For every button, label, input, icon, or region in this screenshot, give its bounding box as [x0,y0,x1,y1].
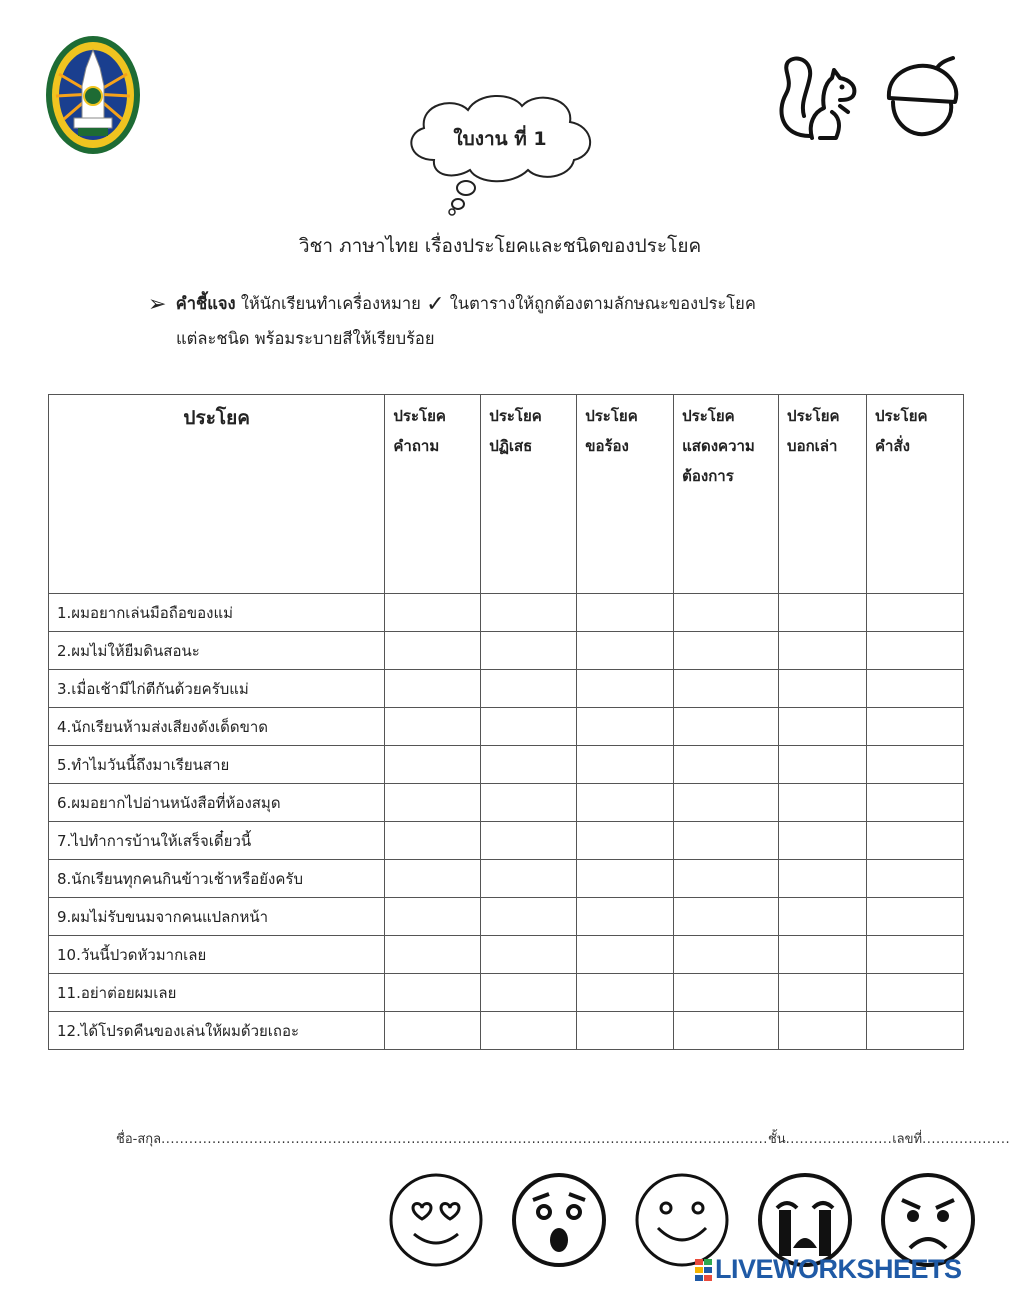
answer-checkbox-cell[interactable] [867,746,964,784]
sentence-cell: 4.นักเรียนห้ามส่งเสียงดังเด็ดขาด [49,708,385,746]
answer-checkbox-cell[interactable] [481,974,577,1012]
answer-checkbox-cell[interactable] [867,784,964,822]
answer-checkbox-cell[interactable] [481,936,577,974]
answer-checkbox-cell[interactable] [481,784,577,822]
answer-checkbox-cell[interactable] [674,784,779,822]
answer-checkbox-cell[interactable] [674,936,779,974]
answer-checkbox-cell[interactable] [385,860,481,898]
answer-checkbox-cell[interactable] [779,1012,867,1050]
instructions [148,287,868,356]
table-row [49,974,964,1012]
table-row [49,898,964,936]
column-header-type: ประโยค คำสั่ง [867,395,964,594]
answer-checkbox-cell[interactable] [674,594,779,632]
heart-eyes-face-icon[interactable] [388,1172,484,1268]
table-row [49,670,964,708]
answer-checkbox-cell[interactable] [385,708,481,746]
answer-checkbox-cell[interactable] [577,860,674,898]
answer-checkbox-cell[interactable] [674,974,779,1012]
liveworksheets-logo-icon [695,1259,713,1281]
answer-checkbox-cell[interactable] [385,822,481,860]
answer-checkbox-cell[interactable] [779,746,867,784]
name-label: ชื่อ-สกุล [116,1132,162,1147]
sentence-cell: 1.ผมอยากเล่นมือถือของแม่ [49,594,385,632]
answer-checkbox-cell[interactable] [867,632,964,670]
surprised-face-icon[interactable] [511,1172,607,1268]
answer-checkbox-cell[interactable] [867,822,964,860]
answer-checkbox-cell[interactable] [481,822,577,860]
number-label: เลขที่ [892,1132,923,1147]
answer-checkbox-cell[interactable] [577,746,674,784]
table-header-row [49,395,964,594]
answer-checkbox-cell[interactable] [779,898,867,936]
answer-checkbox-cell[interactable] [385,632,481,670]
answer-checkbox-cell[interactable] [674,746,779,784]
sentence-cell: 11.อย่าต่อยผมเลย [49,974,385,1012]
answer-checkbox-cell[interactable] [481,632,577,670]
answer-checkbox-cell[interactable] [577,632,674,670]
answer-checkbox-cell[interactable] [385,746,481,784]
brand-name: LIVEWORKSHEETS [715,1254,962,1284]
table-row [49,594,964,632]
answer-checkbox-cell[interactable] [867,860,964,898]
worksheet-title: ใบงาน ที่ 1 [453,128,547,150]
answer-checkbox-cell[interactable] [674,632,779,670]
answer-checkbox-cell[interactable] [779,784,867,822]
column-header-type: ประโยค คำถาม [385,395,481,594]
sentence-cell: 10.วันนี้ปวดหัวมากเลย [49,936,385,974]
squirrel-icon [772,54,862,144]
column-header-type: ประโยค ปฏิเสธ [481,395,577,594]
instructions-text-before: ให้นักเรียนทำเครื่องหมาย [240,294,421,313]
university-seal-icon [44,34,142,156]
sentence-cell: 5.ทำไมวันนี้ถึงมาเรียนสาย [49,746,385,784]
table-row [49,708,964,746]
answer-checkbox-cell[interactable] [674,670,779,708]
sentence-cell: 2.ผมไม่ให้ยืมดินสอนะ [49,632,385,670]
instructions-label: คำชี้แจง [175,294,236,313]
answer-checkbox-cell[interactable] [779,936,867,974]
answer-checkbox-cell[interactable] [481,708,577,746]
column-header-type: ประโยค แสดงความ ต้องการ [674,395,779,594]
arrow-bullet-icon: ➢ [148,292,167,317]
answer-checkbox-cell[interactable] [674,898,779,936]
answer-checkbox-cell[interactable] [481,1012,577,1050]
answer-checkbox-cell[interactable] [867,974,964,1012]
column-header-type: ประโยค ขอร้อง [577,395,674,594]
answer-checkbox-cell[interactable] [867,936,964,974]
table-row [49,860,964,898]
column-header-type: ประโยค บอกเล่า [779,395,867,594]
acorn-icon [881,54,965,144]
sentence-cell: 9.ผมไม่รับขนมจากคนแปลกหน้า [49,898,385,936]
instructions-text-after: ในตารางให้ถูกต้องตามลักษณะของประโยค [449,294,756,313]
answer-checkbox-cell[interactable] [779,822,867,860]
answer-checkbox-cell[interactable] [779,632,867,670]
answer-checkbox-cell[interactable] [779,670,867,708]
answer-checkbox-cell[interactable] [779,860,867,898]
class-label: ชั้น [767,1132,786,1147]
answer-checkbox-cell[interactable] [779,594,867,632]
answer-checkbox-cell[interactable] [867,1012,964,1050]
answer-checkbox-cell[interactable] [674,1012,779,1050]
answer-checkbox-cell[interactable] [385,670,481,708]
instructions-line-1 [148,287,868,322]
table-row [49,1012,964,1050]
answer-checkbox-cell[interactable] [385,594,481,632]
answer-checkbox-cell[interactable] [577,936,674,974]
answer-checkbox-cell[interactable] [674,708,779,746]
answer-checkbox-cell[interactable] [577,670,674,708]
student-info [116,1128,1010,1149]
liveworksheets-brand [695,1254,962,1285]
answer-checkbox-cell[interactable] [577,784,674,822]
table-row [49,784,964,822]
column-header-sentence: ประโยค [49,395,385,594]
answer-checkbox-cell[interactable] [577,708,674,746]
answer-checkbox-cell[interactable] [779,974,867,1012]
answer-checkbox-cell[interactable] [481,746,577,784]
answer-checkbox-cell[interactable] [867,594,964,632]
answer-checkbox-cell[interactable] [385,1012,481,1050]
answer-checkbox-cell[interactable] [385,936,481,974]
sentence-cell: 8.นักเรียนทุกคนกินข้าวเช้าหรือยังครับ [49,860,385,898]
answer-checkbox-cell[interactable] [385,784,481,822]
answer-checkbox-cell[interactable] [577,594,674,632]
answer-checkbox-cell[interactable] [481,594,577,632]
table-row [49,632,964,670]
answer-checkbox-cell[interactable] [867,670,964,708]
answer-checkbox-cell[interactable] [385,974,481,1012]
check-mark-icon: ✓ [426,292,445,317]
answer-checkbox-cell[interactable] [481,860,577,898]
answer-checkbox-cell[interactable] [577,822,674,860]
sentence-cell: 6.ผมอยากไปอ่านหนังสือที่ห้องสมุด [49,784,385,822]
name-field[interactable]: ................................................................................................................................... [161,1132,768,1147]
answer-checkbox-cell[interactable] [481,670,577,708]
answer-checkbox-cell[interactable] [385,898,481,936]
table-row [49,822,964,860]
instructions-line-2: แต่ละชนิด พร้อมระบายสีให้เรียบร้อย [176,329,435,348]
sentence-table [48,394,964,1050]
answer-checkbox-cell[interactable] [867,898,964,936]
answer-checkbox-cell[interactable] [481,898,577,936]
sentence-cell: 12.ได้โปรดคืนของเล่นให้ผมด้วยเถอะ [49,1012,385,1050]
answer-checkbox-cell[interactable] [779,708,867,746]
answer-checkbox-cell[interactable] [867,708,964,746]
subject-line: วิชา ภาษาไทย เรื่องประโยคและชนิดของประโยค [298,235,702,257]
answer-checkbox-cell[interactable] [577,1012,674,1050]
table-row [49,746,964,784]
sentence-cell: 3.เมื่อเช้ามีไก่ตีกันด้วยครับแม่ [49,670,385,708]
answer-checkbox-cell[interactable] [674,822,779,860]
class-field[interactable]: ....................... [785,1132,893,1147]
answer-checkbox-cell[interactable] [674,860,779,898]
number-field[interactable]: ................... [922,1132,1010,1147]
answer-checkbox-cell[interactable] [577,974,674,1012]
sentence-cell: 7.ไปทำการบ้านให้เสร็จเดี๋ยวนี้ [49,822,385,860]
table-row [49,936,964,974]
answer-checkbox-cell[interactable] [577,898,674,936]
